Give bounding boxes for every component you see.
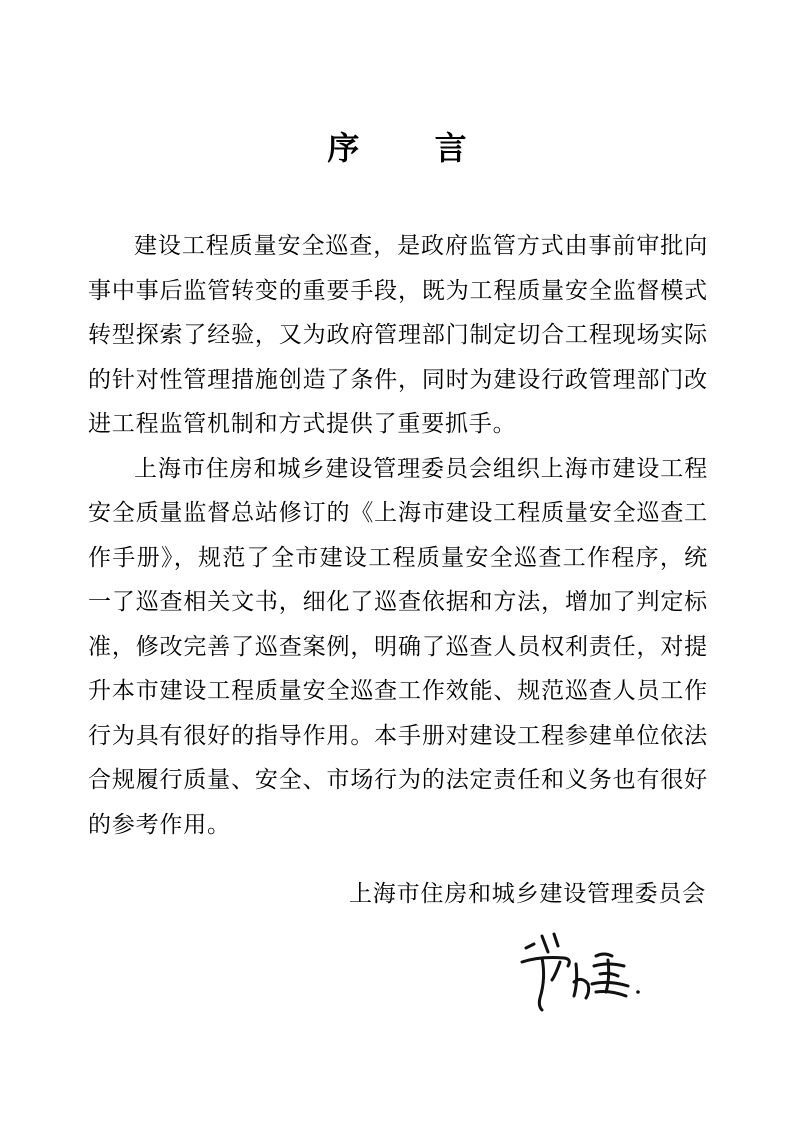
signature-svg	[512, 922, 656, 1018]
page-title: 序 言	[327, 129, 499, 167]
preface-body	[88, 224, 708, 847]
paragraph-1: 建设工程质量安全巡查，是政府监管方式由事前审批向事中事后监管转变的重要手段，既为工程质量安全监督模式转型探索了经验，又为政府管理部门制定切合工程现场实际的针对性管理措施创造了条件，同时为建设行政管理部门改进工程监管机制和方式提供了重要抓手。	[88, 233, 708, 437]
signature-block	[349, 872, 706, 916]
paragraph-2: 上海市住房和城乡建设管理委员会组织上海市建设工程安全质量监督总站修订的《上海市建设工程质量安全巡查工作手册》，规范了全市建设工程质量安全巡查工作程序，统一了巡查相关文书，细化了巡查依据和方法，增加了判定标准，修改完善了巡查案例，明确了巡查人员权利责任，对提升本市建设工程质量安全巡查工作效能、规范巡查人员工作行为具有很好的指导作用。本手册对建设工程参建单位依法合规履行质量、安全、市场行为的法定责任和义务也有很好的参考作用。	[88, 455, 708, 838]
handwritten-signature-icon	[512, 922, 656, 1018]
organization-name: 上海市住房和城乡建设管理委员会	[349, 881, 706, 907]
